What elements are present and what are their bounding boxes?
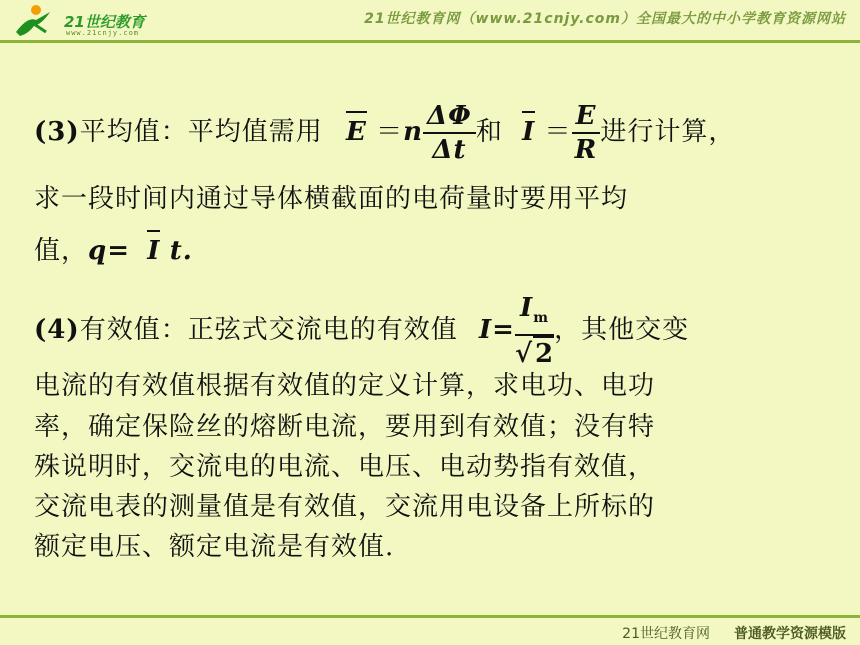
dphi-dt-fraction: $\frac{\Delta\Phi}{\Delta t}$ — [423, 100, 476, 166]
p4-tail: ，其他交变 — [554, 315, 690, 346]
p4-line-5: 交流电表的测量值是有效值，交流用电设备上所标的 — [34, 492, 656, 522]
i-bar-symbol: I — [522, 117, 536, 147]
site-logo[interactable] — [6, 2, 146, 40]
t-symbol: t. — [169, 236, 193, 266]
e-bar-symbol: E — [345, 117, 367, 147]
p3-equals-2: ＝ — [544, 117, 572, 147]
p3-line-3 — [34, 230, 193, 267]
p4-line-1 — [34, 292, 689, 370]
sqrt-icon: √ — [514, 339, 534, 370]
p3-prefix: (3) — [34, 117, 80, 147]
p3-line-1 — [34, 100, 735, 166]
footer-bar — [0, 615, 860, 645]
header-bar — [0, 0, 860, 44]
p3-and: 和 — [475, 117, 503, 147]
p3-line3-text: 值， — [34, 236, 89, 266]
p3-equals-3: = — [107, 236, 130, 266]
footer-text — [622, 623, 846, 643]
p3-lead: 平均值：平均值需用 — [79, 117, 323, 147]
p4-line-6: 额定电压、额定电流是有效值. — [34, 532, 395, 562]
p3-equals-1: ＝ — [376, 117, 404, 147]
p4-line-3: 率，确定保险丝的熔断电流，要用到有效值；没有特 — [34, 412, 656, 442]
footer-divider — [0, 615, 860, 618]
header-title: 21世纪教育网（www.21cnjy.com）全国最大的中小学教育资源网站 — [364, 11, 846, 27]
runner-logo-icon — [6, 2, 66, 40]
i-bar-symbol-2: I — [147, 236, 161, 266]
p4-lead: 有效值：正弦式交流电的有效值 — [79, 315, 458, 346]
logo-url-text: www.21cnjy.com — [66, 29, 140, 37]
im-over-sqrt2-fraction: $\frac{I_m}{√2}$ — [514, 293, 555, 370]
q-symbol: q — [88, 236, 108, 266]
p3-line-2: 求一段时间内通过导体横截面的电荷量时要用平均 — [34, 184, 629, 214]
p4-equals: = — [492, 315, 515, 346]
header-divider — [0, 40, 860, 43]
logo-text: 21世纪教育 — [64, 13, 145, 31]
footer-site[interactable]: 21世纪教育网 — [622, 626, 710, 642]
i-symbol: I — [478, 315, 493, 346]
e-over-r-fraction: $\frac{E}{R}$ — [572, 100, 601, 166]
p4-prefix: (4) — [34, 315, 80, 346]
p3-tail: 进行计算， — [600, 117, 736, 147]
p3-n-symbol: n — [403, 117, 423, 147]
footer-label: 普通教学资源模版 — [734, 626, 846, 642]
p4-line-4: 殊说明时，交流电的电流、电压、电动势指有效值， — [34, 452, 656, 482]
p4-line-2: 电流的有效值根据有效值的定义计算，求电功、电功 — [34, 371, 656, 401]
